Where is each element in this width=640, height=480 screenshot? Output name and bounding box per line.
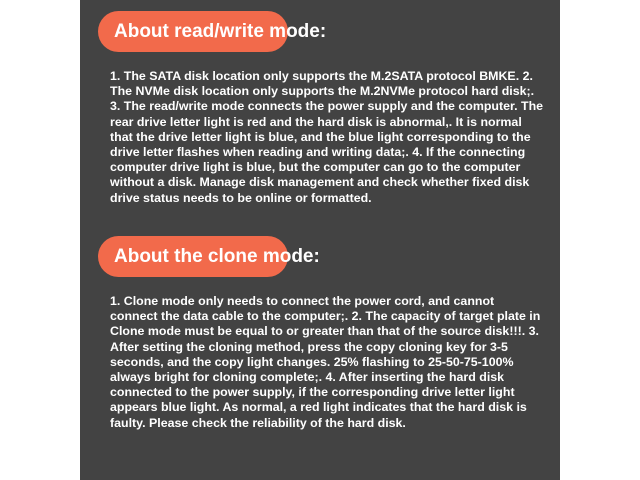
read-write-mode-title: About read/write mode: [114, 21, 327, 42]
clone-mode-section [98, 236, 548, 431]
read-write-mode-heading [98, 11, 548, 52]
clone-mode-heading [98, 236, 548, 277]
clone-mode-title: About the clone mode: [114, 246, 320, 267]
clone-mode-description: 1. Clone mode only needs to connect the power cord, and cannot connect the data cable to the computer;. 2. The capacity of target plate in Clone mode must be equal to or greater than that of the source disk!!!. 3. After setting the cloning method, press the copy cloning key for 3-5 seconds, and the copy light changes. 25% flashing to 25-50-75-100% always bright for cloning complete;. 4. After inserting the hard disk connected to the power supply, if the corresponding drive letter light appears blue light. As normal, a red light indicates that the hard disk is faulty. Please check the reliability of the hard disk. [110, 294, 541, 430]
read-write-mode-description: 1. The SATA disk location only supports the M.2SATA protocol BMKE. 2. The NVMe disk location only supports the M.2NVMe protocol hard disk;. 3. The read/write mode connects the power supply and the computer. The rear drive letter light is red and the hard disk is abnormal,. It is normal that the drive letter light is blue, and the blue light corresponding to the drive letter flashes when reading and writing data;. 4. If the connecting computer drive light is blue, but the computer can go to the computer without a disk. Manage disk management and check whether fixed disk drive status needs to be online or formatted. [110, 69, 544, 205]
read-write-mode-section [98, 11, 548, 206]
info-panel [80, 0, 560, 480]
